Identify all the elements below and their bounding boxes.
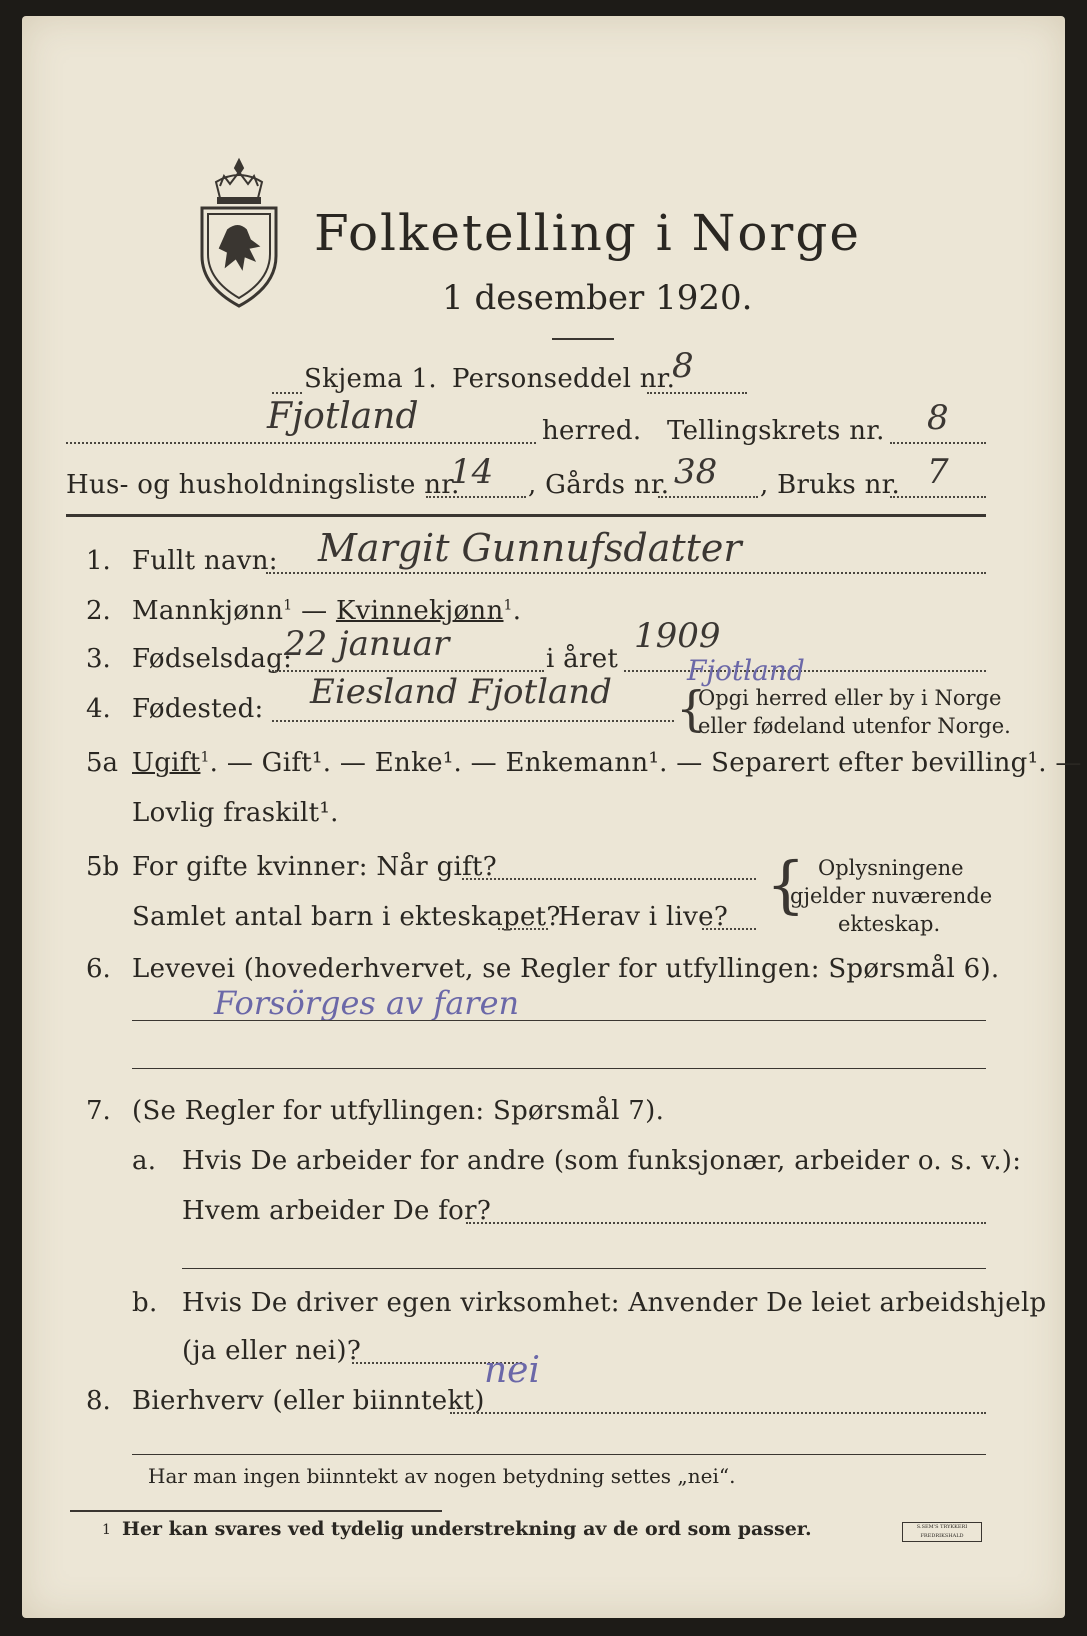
q4-note-2: eller fødeland utenfor Norge. xyxy=(698,714,1011,738)
bruks-label: , Bruks nr. xyxy=(760,470,901,500)
q4-value-correction: Fjotland xyxy=(687,654,805,687)
skjema-leader xyxy=(272,392,302,394)
q7a-text: Hvis De arbeider for andre (som funksjonær, arbeider o. s. v.): xyxy=(182,1146,1022,1176)
q7a-line-1 xyxy=(466,1222,986,1224)
herred-label: herred. xyxy=(542,416,642,446)
q7a-letter: a. xyxy=(132,1146,157,1176)
gards-label: , Gårds nr. xyxy=(528,470,670,500)
census-form xyxy=(22,16,1082,1618)
q6-value: Forsörges av faren xyxy=(214,984,520,1022)
q2-number: 2. xyxy=(86,596,111,626)
q4-note-1: Opgi herred eller by i Norge xyxy=(698,686,1002,710)
title-divider xyxy=(552,338,614,340)
skjema-label: Skjema 1. xyxy=(304,364,437,394)
q5b-line2b: Herav i live? xyxy=(558,902,729,932)
q4-value: Eiesland Fjotland xyxy=(310,672,612,712)
q4-line xyxy=(272,720,674,722)
q1-number: 1. xyxy=(86,546,111,576)
q4-number: 4. xyxy=(86,694,111,724)
tellingskrets-value: 8 xyxy=(927,398,949,438)
q7b-question: (ja eller nei)? xyxy=(182,1336,362,1366)
q5b-brace: { xyxy=(766,848,806,921)
q2-options: Mannkjønn$^1$ — Kvinnekjønn$^1$. xyxy=(132,596,522,626)
q7a-question: Hvem arbeider De for? xyxy=(182,1196,492,1226)
q5b-alive-line xyxy=(702,928,756,930)
hus-label: Hus- og husholdningsliste nr. xyxy=(66,470,460,500)
q8-label: Bierhverv (eller biinntekt) xyxy=(132,1386,485,1416)
form-title: Folketelling i Norge xyxy=(314,204,861,262)
q5b-line1: For gifte kvinner: Når gift? xyxy=(132,852,498,882)
bruks-line xyxy=(890,496,986,498)
q7b-letter: b. xyxy=(132,1288,158,1318)
q6-line-1 xyxy=(132,1020,986,1021)
q3-year-label: i året xyxy=(546,644,619,674)
herred-line xyxy=(66,442,536,444)
footnote-text: Her kan svares ved tydelig understrekning av de ord som passer. xyxy=(122,1518,812,1540)
gards-value: 38 xyxy=(674,452,718,492)
q6-line-2 xyxy=(132,1068,986,1069)
ugift-option-underlined: Ugift xyxy=(132,748,201,778)
q7-number: 7. xyxy=(86,1096,111,1126)
q5a-options: Ugift$^1$. — Gift¹. — Enke¹. — Enkemann¹. — Separert efter bevilling¹. — xyxy=(132,748,1082,778)
q5b-note-3: ekteskap. xyxy=(838,912,941,936)
q4-brace: { xyxy=(676,681,707,737)
coat-of-arms-icon xyxy=(194,156,284,311)
q3-label: Fødselsdag: xyxy=(132,644,293,674)
q6-number: 6. xyxy=(86,954,111,984)
q8-line-2 xyxy=(132,1454,986,1455)
q6-label: Levevei (hovederhvervet, se Regler for utfyllingen: Spørsmål 6). xyxy=(132,954,1000,984)
q3-year-line xyxy=(624,670,986,672)
header-separator xyxy=(66,514,986,517)
female-option-underlined: Kvinnekjønn xyxy=(335,596,504,626)
printer-stamp: S.SEM'S TRYKKERI FREDRIKSHALD xyxy=(902,1522,982,1542)
q3-day-value: 22 januar xyxy=(284,624,450,664)
footnote-rule xyxy=(70,1510,442,1512)
tellingskrets-line xyxy=(890,442,986,444)
footnote-mark: 1 xyxy=(102,1522,111,1538)
q5b-note-1: Oplysningene xyxy=(818,856,964,880)
q7b-text: Hvis De driver egen virksomhet: Anvender De leiet arbeidshjelp xyxy=(182,1288,1047,1318)
personseddel-line xyxy=(647,392,747,394)
gards-line xyxy=(658,496,758,498)
q4-label: Fødested: xyxy=(132,694,264,724)
q3-number: 3. xyxy=(86,644,111,674)
q5a-line2: Lovlig fraskilt¹. xyxy=(132,798,339,828)
personseddel-value: 8 xyxy=(672,346,694,386)
q7a-line-2 xyxy=(182,1268,986,1269)
q8-number: 8. xyxy=(86,1386,111,1416)
bruks-value: 7 xyxy=(927,452,949,492)
q8-value: nei xyxy=(484,1350,541,1391)
biinntekt-note: Har man ingen biinntekt av nogen betydning settes „nei“. xyxy=(148,1464,736,1488)
hus-line xyxy=(426,496,526,498)
q5b-number: 5b xyxy=(86,852,120,882)
q1-label: Fullt navn: xyxy=(132,546,278,576)
q3-year-value: 1909 xyxy=(634,616,721,656)
q5b-married-line xyxy=(462,878,756,880)
q5b-line2a: Samlet antal barn i ekteskapet? xyxy=(132,902,561,932)
q1-line xyxy=(266,572,986,574)
hus-value: 14 xyxy=(450,452,494,492)
personseddel-label: Personseddel nr. xyxy=(452,364,676,394)
q7-label: (Se Regler for utfyllingen: Spørsmål 7). xyxy=(132,1096,665,1126)
q5b-note-2: gjelder nuværende xyxy=(790,884,993,908)
q5a-number: 5a xyxy=(86,748,119,778)
male-option: Mannkjønn xyxy=(132,596,284,626)
q8-line xyxy=(450,1412,986,1414)
herred-value: Fjotland xyxy=(267,396,419,437)
census-date: 1 desember 1920. xyxy=(442,278,753,318)
tellingskrets-label: Tellingskrets nr. xyxy=(667,416,885,446)
q1-value: Margit Gunnufsdatter xyxy=(318,526,742,570)
q5b-children-line xyxy=(498,928,548,930)
